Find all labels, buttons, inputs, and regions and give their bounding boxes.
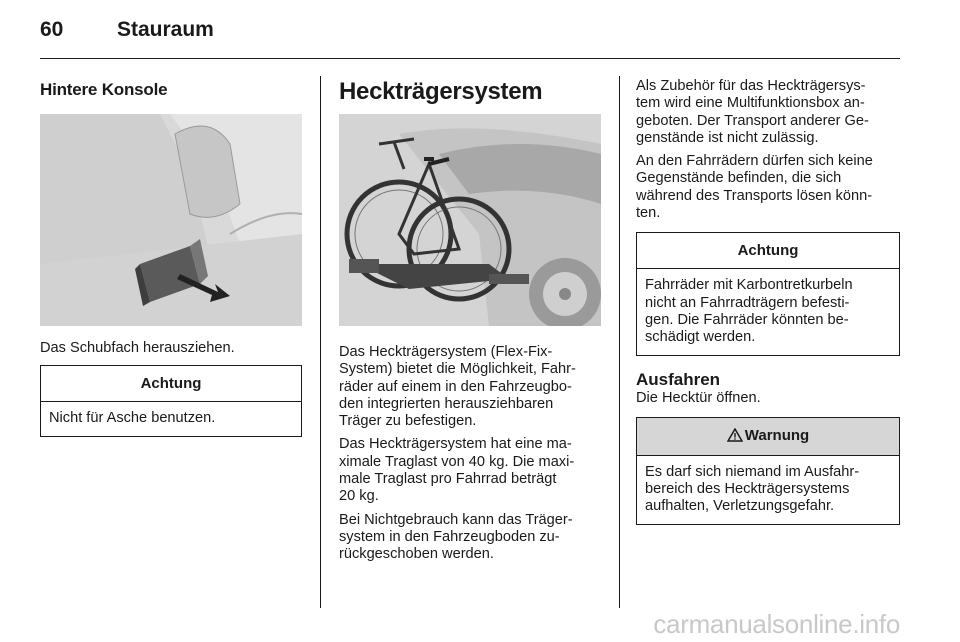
column-3 bbox=[636, 74, 900, 525]
caution-box bbox=[636, 232, 900, 355]
section-heading: Heckträgersystem bbox=[339, 78, 543, 105]
caution-text: Nicht für Asche benutzen. bbox=[49, 410, 216, 427]
bike-carrier-image bbox=[339, 114, 601, 326]
column-2 bbox=[339, 74, 601, 570]
warning-box bbox=[636, 417, 900, 525]
watermark: carmanualsonline.info bbox=[653, 609, 900, 639]
section-heading: Hintere Konsole bbox=[40, 80, 168, 99]
column-divider bbox=[619, 76, 620, 608]
caution-title: Achtung bbox=[637, 233, 899, 269]
warning-title: Warnung bbox=[637, 418, 899, 456]
warning-text: Es darf sich niemand im Ausfahr- bereich des Heckträgersystems aufhalten, Verletzungsgefahr. bbox=[645, 463, 860, 515]
caution-box bbox=[40, 365, 302, 436]
instruction-text: Das Schubfach herausziehen. bbox=[40, 340, 235, 356]
page-number: 60 bbox=[40, 18, 64, 41]
paragraph: Bei Nichtgebrauch kann das Träger- system in den Fahrzeugboden zu- rückgeschoben werden. bbox=[339, 511, 573, 563]
paragraph: An den Fahrrädern dürfen sich keine Gegenstände befinden, die sich während des Transports lösen könn- ten. bbox=[636, 153, 873, 222]
paragraph: Das Heckträgersystem (Flex-Fix- System) bietet die Möglichkeit, Fahr- räder auf einem in den Fahrzeugbo- den integrierten herausziehbaren Träger zu befestigen. bbox=[339, 344, 576, 430]
paragraph: Als Zubehör für das Heckträgersys- tem wird eine Multifunktionsbox an- geboten. Der Transport anderer Ge- genstände ist nicht zulässig. bbox=[636, 78, 869, 146]
column-divider bbox=[320, 76, 321, 608]
header-rule bbox=[40, 58, 900, 59]
paragraph: Das Heckträgersystem hat eine ma- ximale Traglast von 40 kg. Die maxi- male Traglast pro Fahrrad beträgt 20 kg. bbox=[339, 436, 575, 505]
caution-title: Achtung bbox=[41, 366, 301, 402]
caution-text: Fahrräder mit Karbontretkurbeln nicht an Fahrradträgern befesti- gen. Die Fahrräder könnten be- schädigt werden. bbox=[645, 277, 853, 346]
page-title: Stauraum bbox=[117, 18, 214, 41]
instruction-text: Die Hecktür öffnen. bbox=[636, 389, 761, 406]
section-heading: Ausfahren bbox=[636, 369, 721, 389]
column-1 bbox=[40, 74, 302, 437]
console-drawer-image bbox=[40, 114, 302, 326]
warning-triangle-icon bbox=[727, 428, 743, 446]
